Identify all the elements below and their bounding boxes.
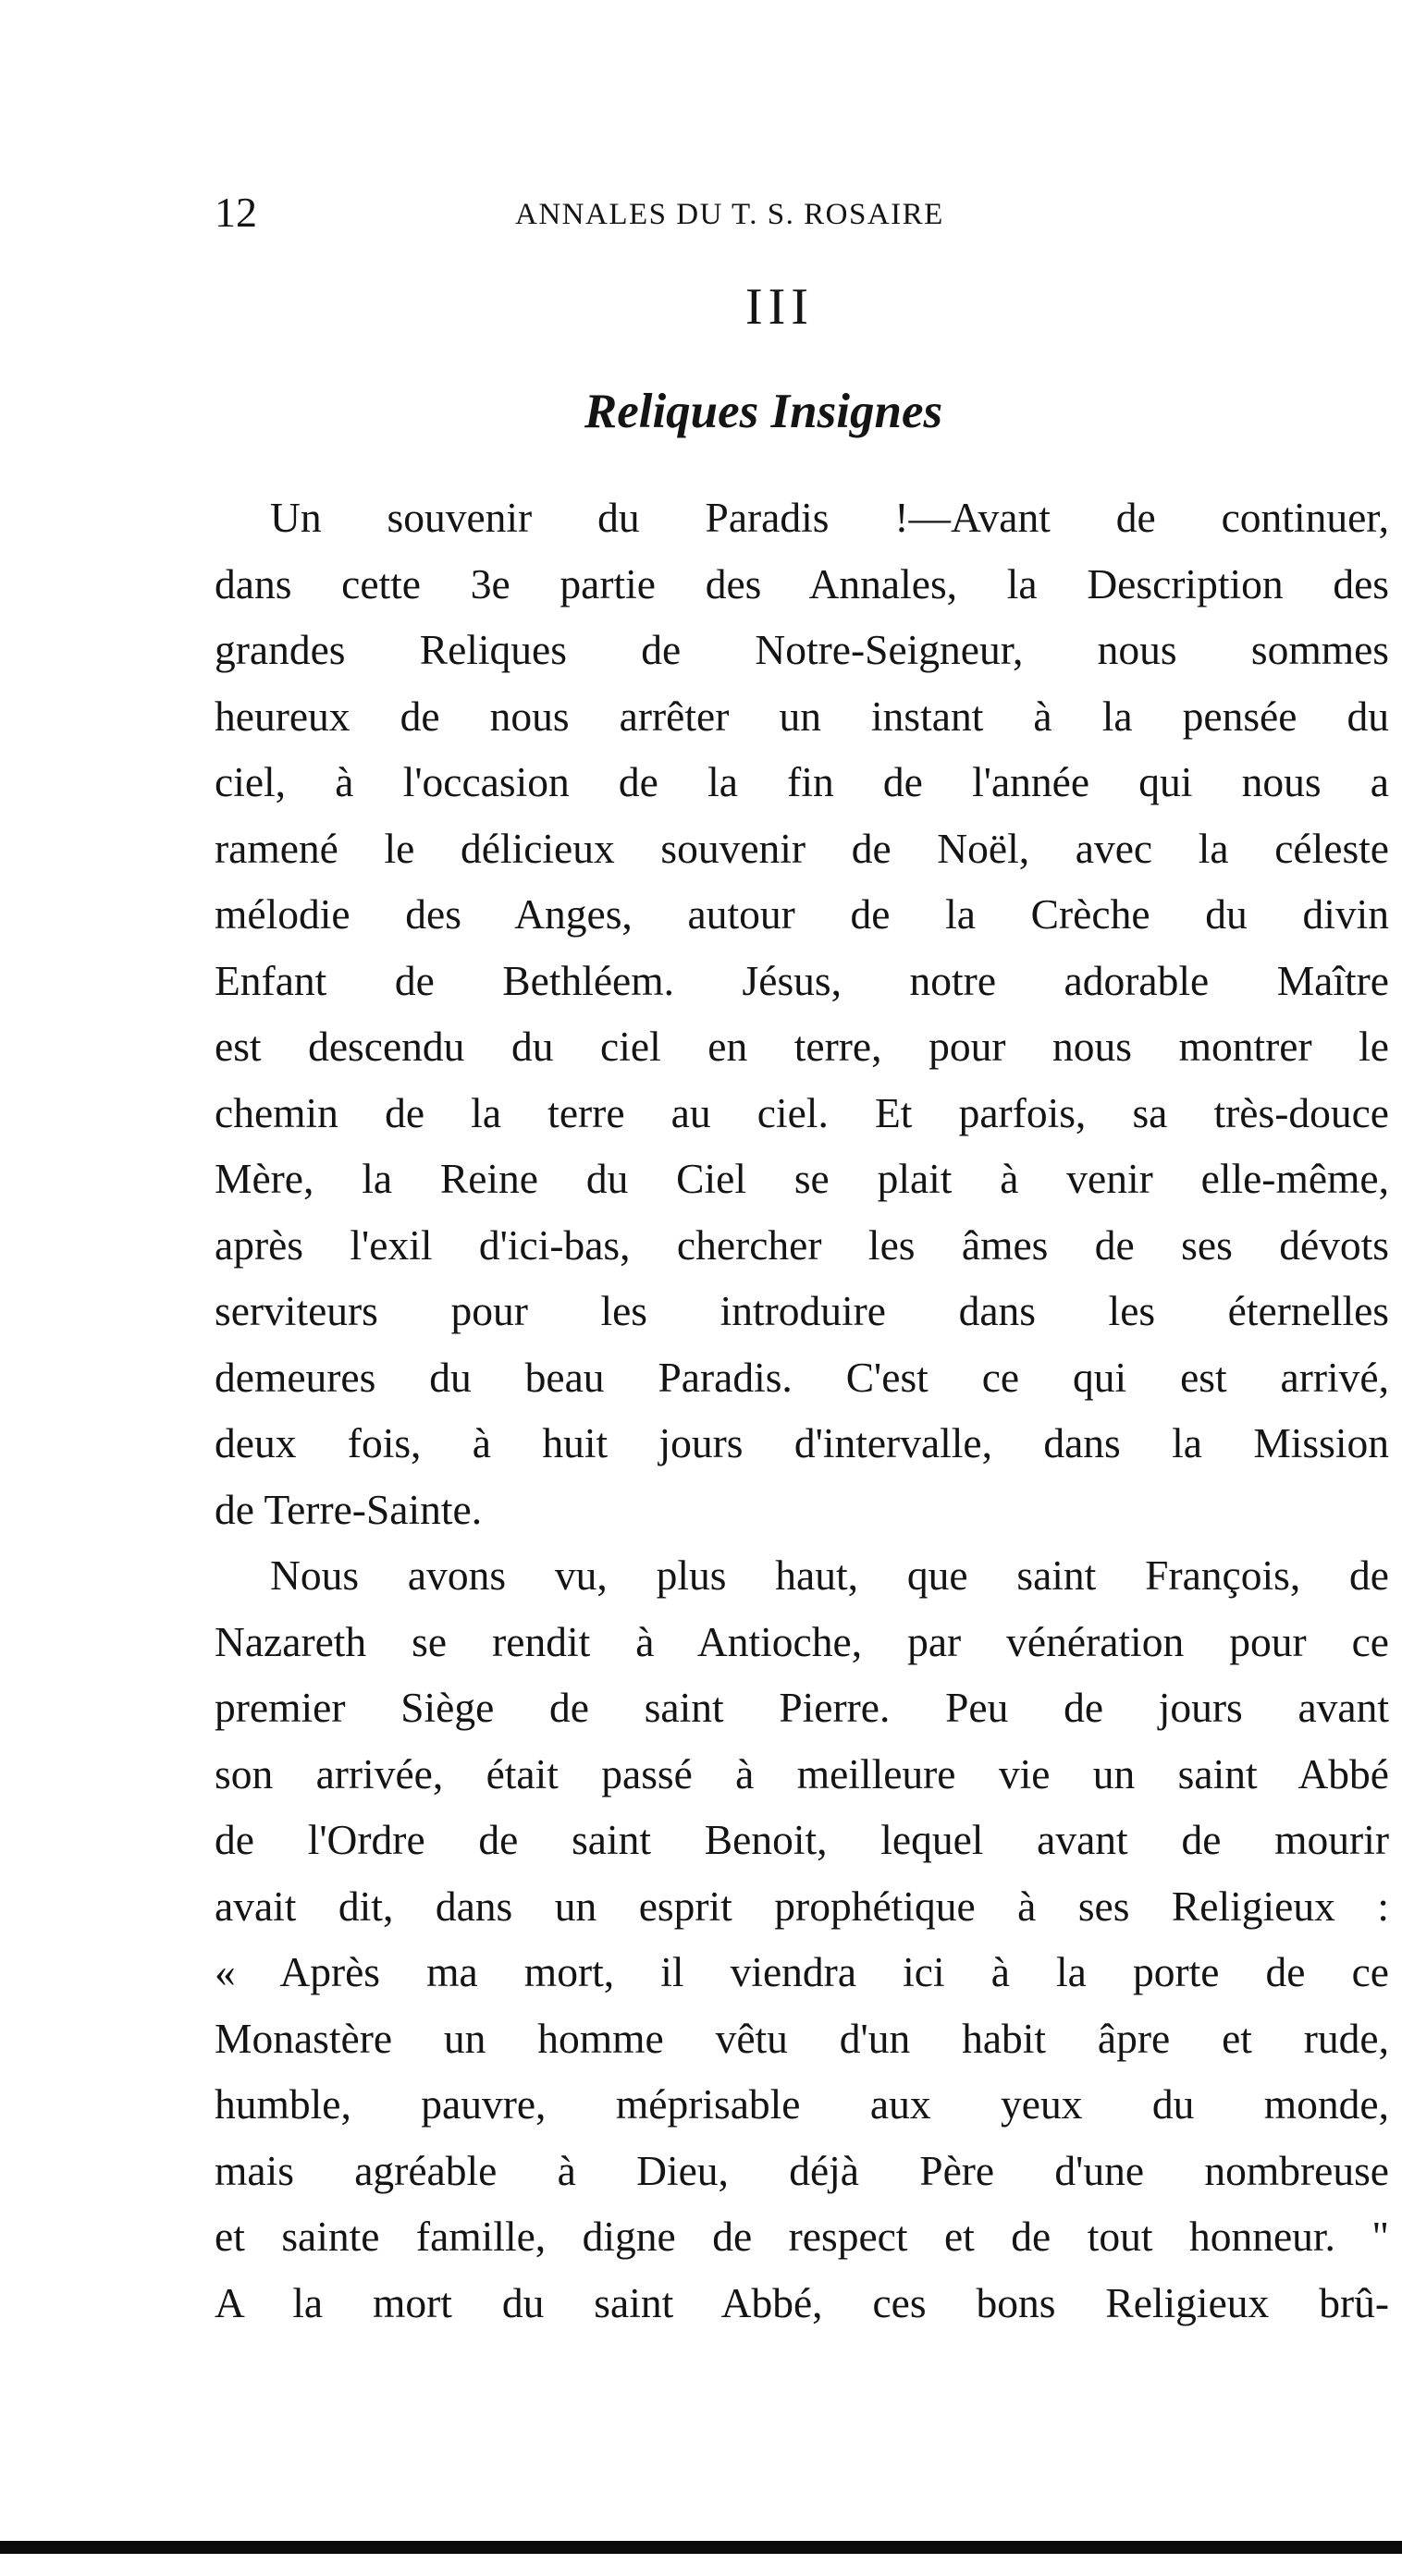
text-line: ramené le délicieux souvenir de Noël, avec la céleste xyxy=(215,824,1389,872)
text-line: humble, pauvre, méprisable aux yeux du monde, xyxy=(215,2080,1389,2128)
text-line: grandes Reliques de Notre-Seigneur, nous sommes xyxy=(215,626,1389,673)
text-line: de Terre-Sainte. xyxy=(215,1485,483,1533)
text-line: son arrivée, était passé à meilleure vie un saint Abbé xyxy=(215,1749,1389,1797)
text-line: Nazareth se rendit à Antioche, par vénération pour ce xyxy=(215,1617,1389,1665)
body-text xyxy=(215,485,1389,2336)
page-header xyxy=(215,185,1389,240)
bottom-rule xyxy=(0,2541,1402,2554)
text-line: Monastère un homme vêtu d'un habit âpre et rude, xyxy=(215,2014,1389,2062)
text-line: ciel, à l'occasion de la fin de l'année qui nous a xyxy=(215,758,1389,805)
text-line: heureux de nous arrêter un instant à la pensée du xyxy=(215,692,1389,740)
text-line: est descendu du ciel en terre, pour nous montrer le xyxy=(215,1023,1389,1070)
text-line: de l'Ordre de saint Benoit, lequel avant de mourir xyxy=(215,1816,1389,1863)
page-number: 12 xyxy=(215,189,257,236)
text-line: Mère, la Reine du Ciel se plait à venir elle-même, xyxy=(215,1155,1389,1202)
text-line: « Après ma mort, il viendra ici à la porte de ce xyxy=(215,1948,1389,1995)
text-line: demeures du beau Paradis. C'est ce qui est arrivé, xyxy=(215,1353,1389,1401)
text-line: premier Siège de saint Pierre. Peu de jours avant xyxy=(215,1684,1389,1731)
text-line: A la mort du saint Abbé, ces bons Religieux brû- xyxy=(215,2278,1389,2326)
text-line: avait dit, dans un esprit prophétique à ses Religieux : xyxy=(215,1882,1389,1930)
text-line: mais agréable à Dieu, déjà Père d'une nombreuse xyxy=(215,2146,1389,2194)
text-line: mélodie des Anges, autour de la Crèche du divin xyxy=(215,890,1389,938)
text-line: après l'exil d'ici-bas, chercher les âmes de ses dévots xyxy=(215,1221,1389,1269)
section-number: III xyxy=(745,278,814,336)
text-line: dans cette 3e partie des Annales, la Description des xyxy=(215,559,1389,607)
text-line: Un souvenir du Paradis !—Avant de continuer, xyxy=(270,494,1389,541)
text-line: serviteurs pour les introduire dans les éternelles xyxy=(215,1287,1389,1334)
running-title: ANNALES DU T. S. ROSAIRE xyxy=(515,198,944,231)
text-line: chemin de la terre au ciel. Et parfois, sa très-douce xyxy=(215,1088,1389,1136)
text-line: et sainte famille, digne de respect et de tout honneur. " xyxy=(215,2213,1389,2260)
section-title: Reliques Insignes xyxy=(584,385,943,438)
text-line: Enfant de Bethléem. Jésus, notre adorable Maître xyxy=(215,956,1389,1004)
text-line: Nous avons vu, plus haut, que saint François, de xyxy=(270,1552,1389,1599)
text-line: deux fois, à huit jours d'intervalle, dans la Mission xyxy=(215,1419,1389,1466)
